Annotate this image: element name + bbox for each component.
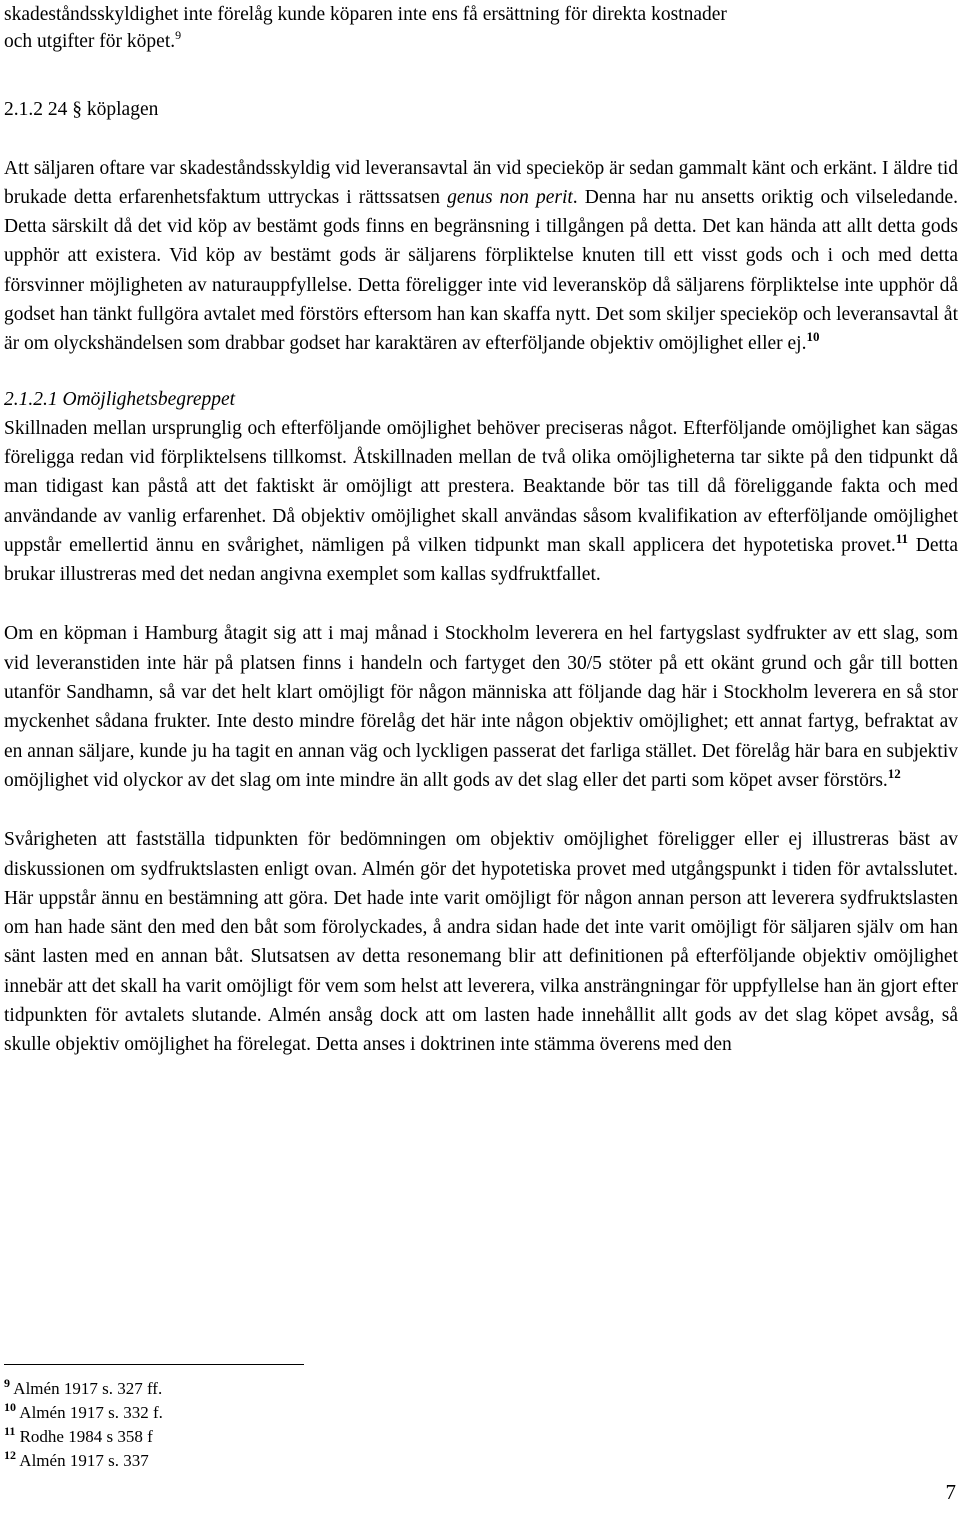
footnote-10: $^{10}$ Almén 1917 s. 332 f. (4, 1400, 163, 1422)
footnote-ref-11: 11 (895, 530, 909, 546)
paragraph-sydfruktfallet: Om en köpman i Hamburg åtagit sig att i maj månad i Stockholm leverera en hel fartygslast sydfrukter av ett slag, som vid leveranstiden inte här på platsen finns i handeln och fartyget den 30/5 stöter på ett okänt grund och går till botten utanför Sandhamn, så var det helt klart omöjligt för någon människa att följande dag här i Stockholm leverera en så stor myckenhet sådana frukter. Inte desto mindre förelåg det här inte någon objektiv omöjlighet; ett annat fartyg, befraktat av en annan säljare, kunde ju ha tagit en annan väg och lyckligen passerat det farliga stället. Det förelåg här bara en subjektiv omöjlighet vid olyckor av det slag om inte mindre än allt gods av det slag eller det parti som köpet avser förstörs.$^{12}$ (4, 623, 958, 791)
latin-phrase: genus non perit (447, 186, 573, 208)
footnote-11: $^{11}$ Rodhe 1984 s 358 f (4, 1424, 153, 1446)
section-heading-2-1-2: 2.1.2 24 § köplagen (4, 98, 159, 120)
continued-text-line: skadeståndsskyldighet inte förelåg kunde köparen inte ens få ersättning för direkta kostnader (4, 4, 727, 25)
section-heading-2-1-2-1: 2.1.2.1 Omöjlighetsbegreppet (4, 388, 236, 410)
footnote-separator (4, 1364, 304, 1365)
footnote-9: $^9$ Almén 1917 s. 327 ff. (4, 1376, 163, 1398)
page-number: 7 (945, 1480, 956, 1504)
paragraph-omojlighetsbegreppet: Skillnaden mellan ursprunglig och efterföljande omöjlighet behöver preciseras något. Efterföljande omöjlighet kan sägas föreligga redan vid förpliktelsens tillkomst. Åtskillnaden mellan de två olika omöjligheterna tar sikte på den tidpunkt då man tidigast kan påstå att det faktiskt är omöjligt att prestera. Beaktande bör tas till då föreliggande fakta och med användande av vanlig erfarenhet. Då objektiv omöjlighet skall användas såsom kvalifikation av efterföljande omöjlighet uppstår emellertid ännu en svårighet, nämligen på vilken tidpunkt man skall applicera det hypotetiska provet.$^{11}$ Detta brukar illustreras med det nedan angivna exemplet som kallas sydfruktfallet. (4, 417, 958, 586)
footnote-ref-10: 10 (806, 329, 820, 345)
footnote-ref-9: 9 (175, 28, 182, 43)
paragraph-svarigheten: Svårigheten att fastställa tidpunkten för bedömningen om objektiv omöjlighet föreligger eller ej illustreras bäst av diskussionen om sydfruktslasten enligt ovan. Almén gör det hypotetiska provet med utgångspunkt i tiden för avtalsslutet. Här uppstår ännu en bestämning att göra. Det hade inte varit omöjligt för någon annan person att leverera sydfruktslasten om han hade sänt den med den båt som förolyckades, å andra sidan hade det inte varit omöjligt för säljaren själv om han sänt lasten med en annan båt. Slutsatsen av detta resonemang blir att definitionen på efterföljande objektiv omöjlighet innebär att det skall ha varit omöjligt för vem som helst att leverera, vilka ansträngningar för uppfyllelse han än gjort efter tidpunkten för avtalets slutande. Almén ansåg dock att om lasten hade innehållit allt gods av det slag köpet avsåg, så skulle objektiv omöjlighet ha förelegat. Detta anses i doktrinen inte stämma överens med den (4, 829, 958, 1056)
footnote-12: $^{12}$ Almén 1917 s. 337 (4, 1448, 149, 1470)
continued-text-line-2: och utgifter för köpet.$^9$ (4, 28, 182, 53)
footnote-ref-12: 12 (887, 765, 901, 781)
footnotes (4, 1377, 163, 1473)
paragraph-leveransavtal: Att säljaren oftare var skadeståndsskyldig vid leveransavtal än vid specieköp är sedan gammalt känt och erkänt. I äldre tid brukade detta erfarenhetsfaktum uttryckas i rättssatsen genus non perit. Denna har nu ansetts oriktig och vilseledande. Detta särskilt då det vid köp av bestämt gods finns en begränsning i tillgången på detta. Det kan hända att allt detta gods upphör att existera. Vid köp av bestämt gods är säljarens förpliktelse knuten till ett visst gods och i och med detta försvinner möjligheten av naturauppfyllelse. Detta föreligger inte vid leveransköp då säljarens förpliktelse inte upphör då godset han tänkt fullgöra avtalet med förstörs eftersom han kan skaffa nytt. Det som skiljer specieköp och leveransavtal åt är om olyckshändelsen som drabbar godset har karaktären av efterföljande objektiv omöjlighet eller ej.$^{10}$ (4, 157, 958, 355)
document-page (4, 0, 958, 1060)
